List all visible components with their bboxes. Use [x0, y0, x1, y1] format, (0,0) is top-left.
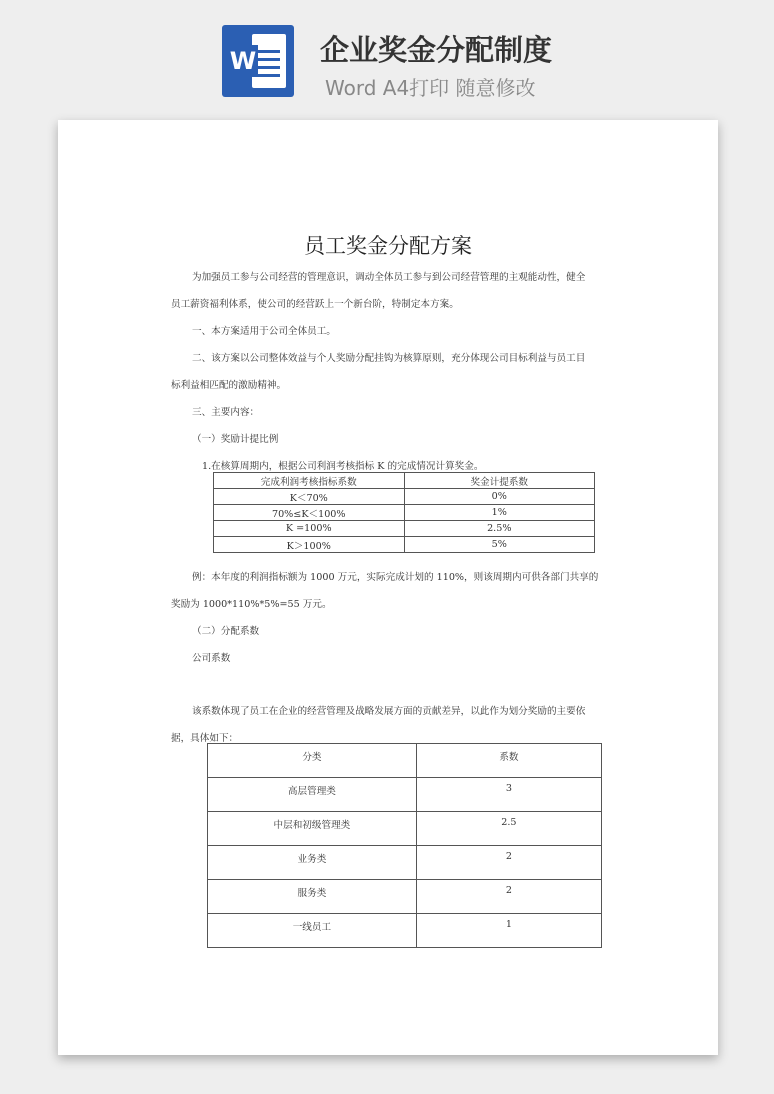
- table-row: [214, 537, 595, 553]
- table-cell: 5%: [404, 537, 595, 553]
- table-header-cell: 奖金计提系数: [404, 473, 595, 489]
- document-title: 员工奖金分配方案: [304, 234, 472, 258]
- table-row: [214, 489, 595, 505]
- table-header-cell: 系数: [416, 744, 601, 778]
- table-cell: K＜70%: [214, 489, 405, 505]
- table-header-cell: 分类: [208, 744, 417, 778]
- coefficient-paragraph-line-2: 据，具体如下：: [171, 733, 239, 744]
- section-1: 一、本方案适用于公司全体员工。: [192, 326, 336, 337]
- section-3: 三、主要内容：: [192, 407, 260, 418]
- subsection-2: （二）分配系数: [192, 626, 260, 637]
- section-2-line-1: 二、该方案以公司整体效益与个人奖励分配挂钩为核算原则，充分体现公司目标利益与员工目: [192, 353, 586, 364]
- table-cell: 1%: [404, 505, 595, 521]
- table-row: [214, 521, 595, 537]
- table-cell: K =100%: [214, 521, 405, 537]
- bonus-ratio-table: [213, 472, 595, 553]
- table-row: [214, 505, 595, 521]
- table-row: [208, 914, 602, 948]
- table-cell: 0%: [404, 489, 595, 505]
- table-row: [208, 812, 602, 846]
- table-row: [208, 880, 602, 914]
- table-header-cell: 完成利润考核指标系数: [214, 473, 405, 489]
- table-header-row: [214, 473, 595, 489]
- table-row: [208, 778, 602, 812]
- table-cell: 3: [416, 778, 601, 812]
- word-icon-letter: W: [229, 47, 257, 75]
- table-cell: 中层和初级管理类: [208, 812, 417, 846]
- word-icon: [222, 25, 294, 97]
- distribution-coefficient-table: [207, 743, 602, 948]
- paragraph-intro-line-1: 为加强员工参与公司经营的管理意识，调动全体员工参与到公司经营管理的主观能动性，健全: [192, 272, 586, 283]
- table-cell: 2.5: [416, 812, 601, 846]
- banner: [0, 0, 774, 110]
- subsection-1: （一）奖励计提比例: [192, 434, 279, 445]
- example-line-2: 奖励为 1000*110%*5%=55 万元。: [171, 599, 332, 610]
- table-header-row: [208, 744, 602, 778]
- banner-subtitle: Word A4打印 随意修改: [325, 76, 536, 100]
- coefficient-paragraph-line-1: 该系数体现了员工在企业的经营管理及战略发展方面的贡献差异，以此作为划分奖励的主要依: [192, 706, 586, 717]
- table-cell: 70%≤K＜100%: [214, 505, 405, 521]
- company-coefficient-heading: 公司系数: [192, 653, 231, 664]
- table-cell: K＞100%: [214, 537, 405, 553]
- table-cell: 业务类: [208, 846, 417, 880]
- table-cell: 一线员工: [208, 914, 417, 948]
- table-row: [208, 846, 602, 880]
- table-cell: 高层管理类: [208, 778, 417, 812]
- point-1: 1.在核算周期内，根据公司利润考核指标 K 的完成情况计算奖金。: [202, 461, 484, 472]
- paragraph-intro-line-2: 员工薪资福利体系，使公司的经营跃上一个新台阶，特制定本方案。: [171, 299, 459, 310]
- table-cell: 2: [416, 846, 601, 880]
- section-2-line-2: 标利益相匹配的激励精神。: [171, 380, 287, 391]
- document-page: [58, 120, 718, 1055]
- banner-title: 企业奖金分配制度: [320, 33, 553, 67]
- example-line-1: 例：本年度的利润指标额为 1000 万元，实际完成计划的 110%，则该周期内可供各部门共享的: [192, 572, 599, 583]
- table-cell: 2.5%: [404, 521, 595, 537]
- table-cell: 2: [416, 880, 601, 914]
- table-cell: 1: [416, 914, 601, 948]
- table-cell: 服务类: [208, 880, 417, 914]
